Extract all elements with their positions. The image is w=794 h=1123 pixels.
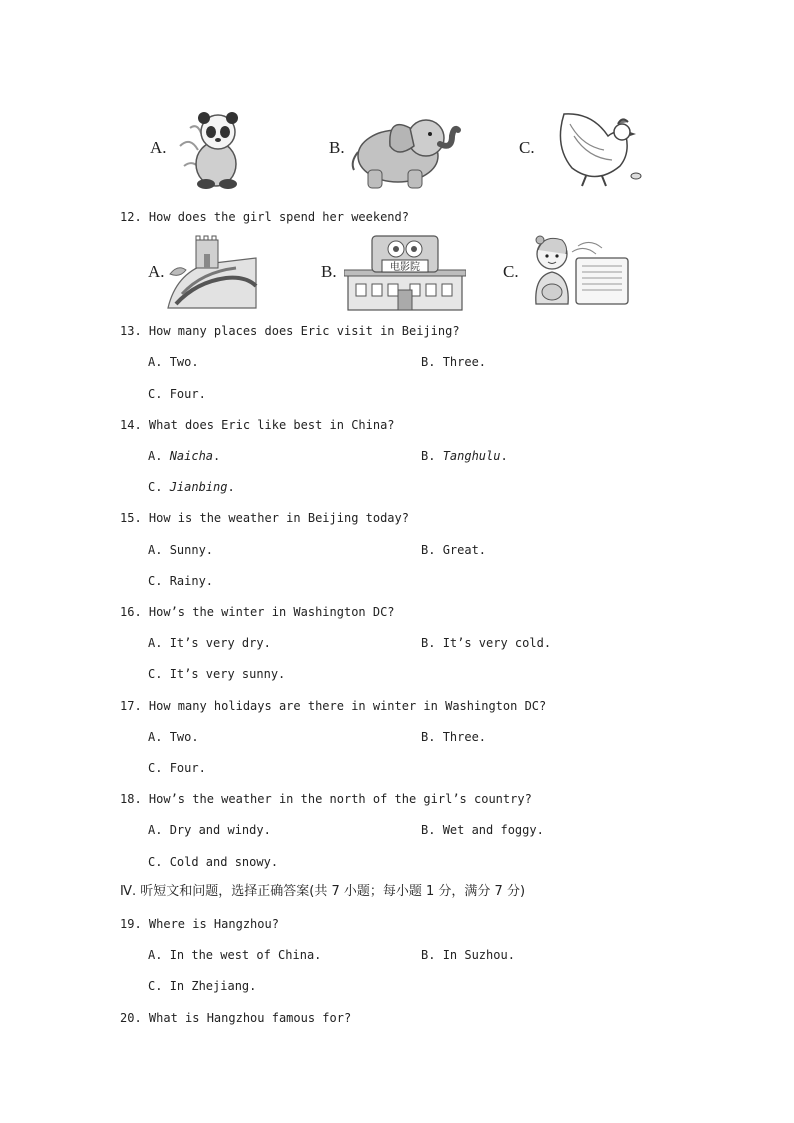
option-text: In Suzhou. (442, 948, 515, 962)
girl-by-heater-picture (526, 232, 634, 312)
q18-option-c[interactable] (148, 854, 278, 870)
q14-option-a[interactable] (148, 448, 220, 464)
q17-option-c[interactable] (148, 760, 206, 776)
cinema-sign: 电影院 (390, 262, 420, 273)
option-label: A. (148, 543, 163, 557)
option-label: A. (148, 730, 163, 744)
q17-option-b[interactable] (421, 729, 486, 745)
question-18: 18. How’s the weather in the north of the girl’s country? (120, 792, 532, 806)
option-label: A. (148, 948, 163, 962)
option-label: C. (148, 387, 163, 401)
option-label: C. (148, 480, 163, 494)
q16-option-a[interactable] (148, 635, 271, 651)
option-text: Naicha (169, 449, 214, 463)
option-label: A. (148, 823, 163, 837)
option-text: Cold and snowy. (169, 855, 279, 869)
question-15: 15. How is the weather in Beijing today? (120, 511, 409, 525)
question-12: 12. How does the girl spend her weekend? (120, 210, 409, 224)
q15-option-b[interactable] (421, 542, 486, 558)
q11-option-c-letter: C. (519, 138, 535, 157)
option-label: C. (148, 761, 163, 775)
option-text: Two. (169, 355, 199, 369)
q14-option-c[interactable] (148, 479, 235, 495)
option-label: C. (148, 667, 163, 681)
q16-option-b[interactable] (421, 635, 551, 651)
q12-option-a-letter: A. (148, 262, 165, 281)
q17-option-a[interactable] (148, 729, 199, 745)
q11-option-a-letter: A. (150, 138, 167, 157)
option-text: It’s very dry. (169, 636, 271, 650)
option-suffix: . (213, 449, 221, 463)
option-text: Sunny. (169, 543, 214, 557)
option-text: Three. (442, 355, 487, 369)
q19-option-b[interactable] (421, 947, 515, 963)
q13-option-c[interactable] (148, 386, 206, 402)
option-label: B. (421, 636, 436, 650)
q13-option-b[interactable] (421, 354, 486, 370)
option-label: C. (148, 979, 163, 993)
question-17: 17. How many holidays are there in winter in Washington DC? (120, 699, 547, 713)
option-suffix: . (500, 449, 508, 463)
question-20: 20. What is Hangzhou famous for? (120, 1011, 352, 1025)
option-label: A. (148, 636, 163, 650)
question-16: 16. How’s the winter in Washington DC? (120, 605, 395, 619)
panda-picture (176, 106, 248, 190)
option-text: Wet and foggy. (442, 823, 544, 837)
question-13: 13. How many places does Eric visit in Beijing? (120, 324, 460, 338)
hen-picture (552, 106, 646, 192)
option-text: It’s very sunny. (169, 667, 286, 681)
q11-option-b-letter: B. (329, 138, 345, 157)
option-label: C. (148, 855, 163, 869)
option-text: Two. (169, 730, 199, 744)
q15-option-c[interactable] (148, 573, 213, 589)
option-text: Three. (442, 730, 487, 744)
question-19: 19. Where is Hangzhou? (120, 917, 279, 931)
option-label: A. (148, 355, 163, 369)
option-text: Dry and windy. (169, 823, 271, 837)
q13-option-a[interactable] (148, 354, 199, 370)
option-label: B. (421, 355, 436, 369)
q18-option-a[interactable] (148, 822, 271, 838)
option-label: B. (421, 948, 436, 962)
option-text: In Zhejiang. (169, 979, 257, 993)
q16-option-c[interactable] (148, 666, 285, 682)
option-label: C. (148, 574, 163, 588)
option-label: A. (148, 449, 163, 463)
option-suffix: . (227, 480, 235, 494)
q19-option-a[interactable] (148, 947, 321, 963)
elephant-picture (348, 106, 466, 192)
option-text: Jianbing (169, 480, 228, 494)
option-text: Tanghulu (442, 449, 501, 463)
cinema-picture (344, 234, 466, 312)
q19-option-c[interactable] (148, 978, 256, 994)
option-text: Rainy. (169, 574, 214, 588)
option-label: B. (421, 823, 436, 837)
q14-option-b[interactable] (421, 448, 508, 464)
option-text: Four. (169, 387, 206, 401)
question-14: 14. What does Eric like best in China? (120, 418, 395, 432)
q18-option-b[interactable] (421, 822, 544, 838)
option-label: B. (421, 449, 436, 463)
option-text: Great. (442, 543, 487, 557)
q12-option-b-letter: B. (321, 262, 337, 281)
option-label: B. (421, 730, 436, 744)
option-text: In the west of China. (169, 948, 322, 962)
q15-option-a[interactable] (148, 542, 213, 558)
great-wall-picture (166, 234, 260, 310)
section-4-heading: Ⅳ. 听短文和问题，选择正确答案(共 7 小题；每小题 1 分，满分 7 分) (120, 884, 526, 899)
option-text: It’s very cold. (442, 636, 552, 650)
option-text: Four. (169, 761, 206, 775)
option-label: B. (421, 543, 436, 557)
q12-option-c-letter: C. (503, 262, 519, 281)
